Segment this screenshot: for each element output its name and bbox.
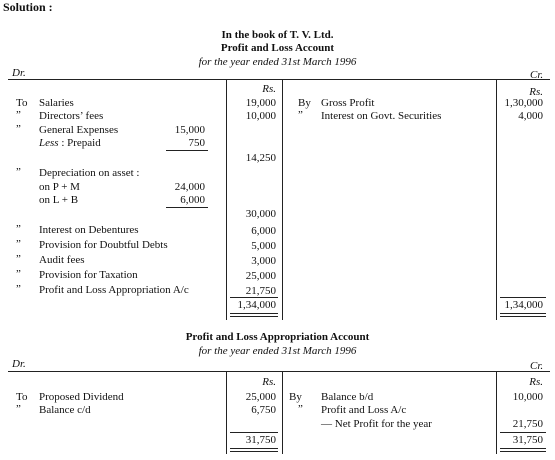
depreciation-total: 30,000: [245, 208, 276, 220]
ditto-mark: ”: [16, 268, 21, 280]
double-rule: [230, 451, 278, 452]
provision-doubtful-amount: 5,000: [251, 240, 276, 252]
pl-ac-label: Profit and Loss A/c: [321, 404, 407, 416]
double-rule: [230, 316, 278, 317]
general-expenses-label: General Expenses: [39, 124, 119, 136]
appr-cr-label: Cr.: [530, 360, 544, 372]
salaries-label: Salaries: [39, 97, 74, 109]
total-rule: [500, 297, 546, 298]
pl-top-rule: [8, 79, 550, 80]
solution-heading: Solution :: [3, 0, 53, 14]
balance-cd-amount: 6,750: [251, 404, 276, 416]
total-rule: [230, 297, 278, 298]
ditto-mark: ”: [16, 238, 21, 250]
less-prepaid-inner: 750: [188, 137, 205, 149]
pl-period: for the year ended 31st March 1996: [198, 56, 357, 68]
by-label: By: [298, 97, 311, 109]
interest-govt-label: Interest on Govt. Securities: [321, 110, 442, 122]
provision-taxation-amount: 25,000: [245, 270, 276, 282]
proposed-dividend-amount: 25,000: [245, 391, 276, 403]
double-rule: [500, 313, 546, 314]
double-rule: [230, 448, 278, 449]
less-prepaid-label: Less : Prepaid: [39, 137, 101, 149]
appr-rs-credit: Rs.: [529, 376, 543, 388]
ditto-mark: ”: [16, 253, 21, 265]
pl-debit-total: 1,34,000: [237, 299, 276, 311]
balance-bd-label: Balance b/d: [321, 391, 374, 403]
double-rule: [500, 316, 546, 317]
dep-pm-label: on P + M: [39, 181, 80, 193]
pl-divider-mid: [282, 80, 283, 320]
depreciation-label: Depreciation on asset :: [39, 167, 140, 179]
balance-bd-amount: 10,000: [512, 391, 543, 403]
total-rule: [230, 432, 278, 433]
to-label: To: [16, 97, 28, 109]
by-label: By: [289, 391, 302, 403]
company-title: In the book of T. V. Ltd.: [221, 29, 334, 41]
general-expenses-net: 14,250: [245, 152, 276, 164]
audit-fees-amount: 3,000: [251, 255, 276, 267]
ditto-mark: ”: [16, 123, 21, 135]
ditto-mark: ”: [16, 109, 21, 121]
ditto-mark: ”: [298, 109, 303, 121]
directors-fees-label: Directors’ fees: [39, 110, 104, 122]
salaries-amount: 19,000: [245, 97, 276, 109]
pl-rs-debit: Rs.: [262, 83, 276, 95]
pl-appropriation-amount: 21,750: [245, 285, 276, 297]
ditto-mark: ”: [298, 403, 303, 415]
dep-pm-inner: 24,000: [174, 181, 205, 193]
appr-top-rule: [8, 371, 550, 372]
appr-credit-total: 31,750: [512, 434, 543, 446]
appr-divider-mid: [282, 372, 283, 454]
to-label: To: [16, 391, 28, 403]
double-rule: [500, 451, 546, 452]
appr-debit-total: 31,750: [245, 434, 276, 446]
net-profit-label: — Net Profit for the year: [321, 418, 432, 430]
directors-fees-amount: 10,000: [245, 110, 276, 122]
general-expenses-inner: 15,000: [174, 124, 205, 136]
proposed-dividend-label: Proposed Dividend: [39, 391, 124, 403]
appr-dr-label: Dr.: [12, 358, 26, 370]
net-profit-amount: 21,750: [512, 418, 543, 430]
pl-cr-label: Cr.: [530, 69, 544, 81]
ditto-mark: ”: [16, 223, 21, 235]
ditto-mark: ”: [16, 403, 21, 415]
dep-lb-label: on L + B: [39, 194, 79, 206]
provision-taxation-label: Provision for Taxation: [39, 269, 138, 281]
gross-profit-label: Gross Profit: [321, 97, 375, 109]
double-rule: [500, 448, 546, 449]
total-rule: [500, 432, 546, 433]
pl-rs-credit: Rs.: [529, 86, 543, 98]
interest-debentures-amount: 6,000: [251, 225, 276, 237]
provision-doubtful-label: Provision for Doubtful Debts: [39, 239, 168, 251]
audit-fees-label: Audit fees: [39, 254, 85, 266]
pl-dr-label: Dr.: [12, 67, 26, 79]
subtotal-rule: [166, 150, 208, 151]
interest-debentures-label: Interest on Debentures: [39, 224, 139, 236]
pl-appropriation-label: Profit and Loss Appropriation A/c: [39, 284, 189, 296]
balance-cd-label: Balance c/d: [39, 404, 91, 416]
interest-govt-amount: 4,000: [518, 110, 543, 122]
appropriation-period: for the year ended 31st March 1996: [198, 345, 357, 357]
gross-profit-amount: 1,30,000: [504, 97, 543, 109]
subtotal-rule: [166, 207, 208, 208]
appropriation-title: Profit and Loss Appropriation Account: [185, 331, 370, 343]
pl-credit-total: 1,34,000: [504, 299, 543, 311]
dep-lb-inner: 6,000: [180, 194, 205, 206]
appr-rs-debit: Rs.: [262, 376, 276, 388]
pl-account-title: Profit and Loss Account: [220, 42, 335, 54]
ditto-mark: ”: [16, 166, 21, 178]
double-rule: [230, 313, 278, 314]
ditto-mark: ”: [16, 283, 21, 295]
